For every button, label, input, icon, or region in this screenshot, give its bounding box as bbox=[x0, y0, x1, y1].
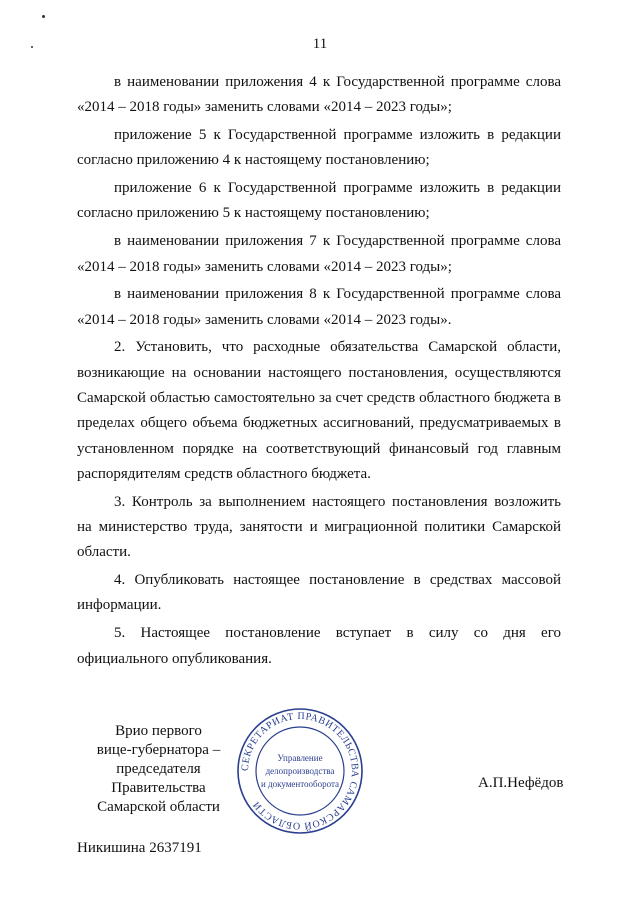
page-number: 11 bbox=[312, 36, 328, 52]
paragraph-item-2: 2. Установить, что расходные обязательства Самарской области, возникающие на основании настоящего постановления, осуществляются Самарской областью самостоятельно за счет средств областного бюджета в пределах общего объема бюджетных ассигнований, предусматриваемых в установленном порядке на соответствующий финансовый год главным распорядителям средств областного бюджета. bbox=[77, 339, 561, 482]
paragraph-item-5: 5. Настоящее постановление вступает в силу со дня его официального опубликования. bbox=[77, 625, 561, 667]
scan-speck bbox=[42, 15, 45, 18]
paragraph-appendix-7: в наименовании приложения 7 к Государственной программе слова «2014 – 2018 годы» заменить словами «2014 – 2023 годы»; bbox=[77, 233, 561, 275]
document-body bbox=[77, 70, 561, 672]
executor-contact: Никишина 2637191 bbox=[77, 840, 202, 856]
stamp-ring-text: СЕКРЕТАРИАТ ПРАВИТЕЛЬСТВА САМАРСКОЙ ОБЛАСТИ bbox=[239, 710, 361, 832]
paragraph-appendix-6: приложение 6 к Государственной программе изложить в редакции согласно приложению 5 к настоящему постановлению; bbox=[77, 180, 561, 222]
paragraph-item-3: 3. Контроль за выполнением настоящего постановления возложить на министерство труда, занятости и миграционной политики Самарской области. bbox=[77, 493, 561, 561]
stamp-center-line: и документооборота bbox=[260, 779, 340, 789]
signatory-title-line: Самарской области bbox=[97, 799, 220, 815]
signatory-title-line: председателя Правительства bbox=[111, 761, 206, 796]
paragraph-appendix-5: приложение 5 к Государственной программе изложить в редакции согласно приложению 4 к настоящему постановлению; bbox=[77, 127, 561, 169]
official-stamp bbox=[235, 706, 365, 836]
signatory-name: А.П.Нефёдов bbox=[478, 775, 564, 791]
stamp-center-line: Управление bbox=[277, 753, 323, 763]
signatory-title-line: Врио первого bbox=[115, 723, 202, 739]
paragraph-appendix-8: в наименовании приложения 8 к Государственной программе слова «2014 – 2018 годы» заменить словами «2014 – 2023 годы». bbox=[77, 286, 561, 328]
paragraph-item-4: 4. Опубликовать настоящее постановление в средствах массовой информации. bbox=[77, 572, 561, 614]
signatory-title-line: вице-губернатора – bbox=[96, 742, 221, 758]
signatory-title bbox=[76, 722, 241, 817]
paragraph-appendix-4: в наименовании приложения 4 к Государственной программе слова «2014 – 2018 годы» заменить словами «2014 – 2023 годы»; bbox=[77, 74, 561, 116]
stamp-center-line: делопроизводства bbox=[265, 766, 335, 776]
